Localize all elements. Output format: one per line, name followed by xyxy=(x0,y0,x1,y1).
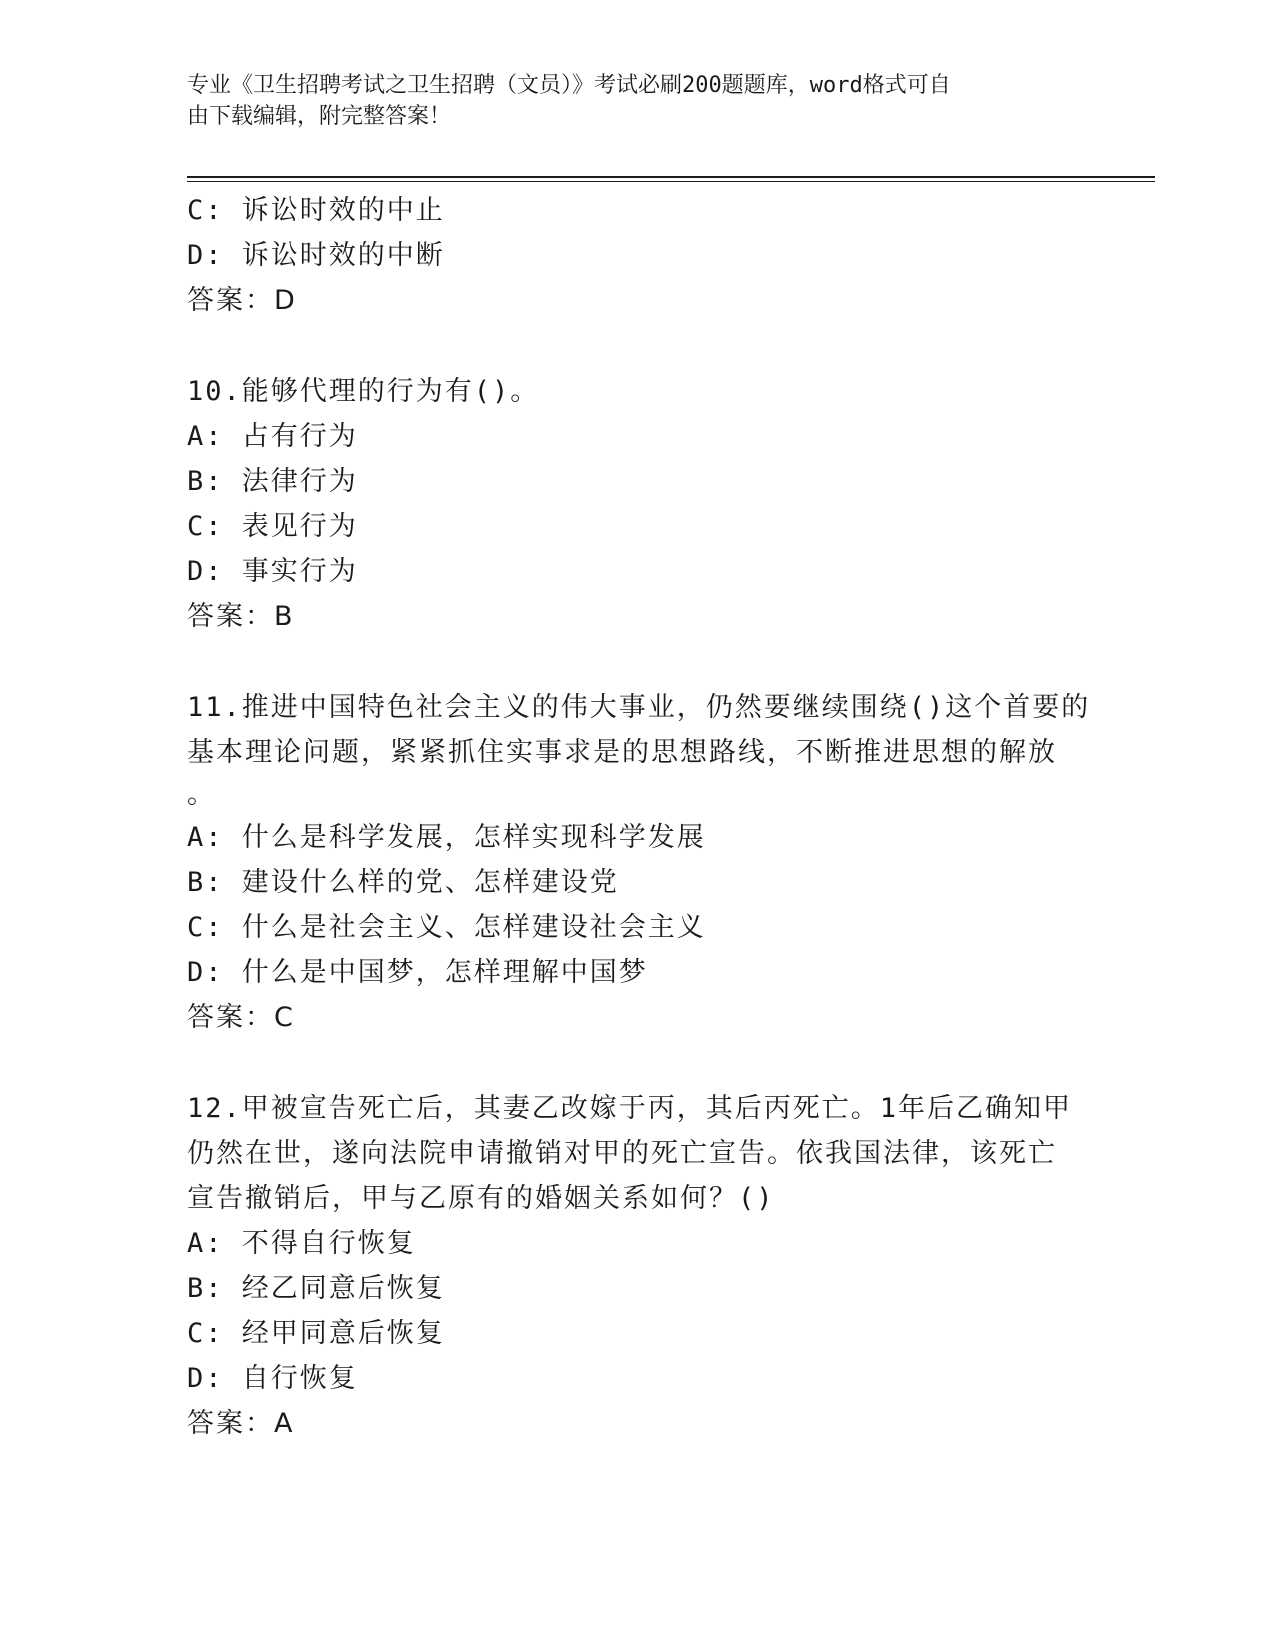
question-10 xyxy=(187,369,1067,639)
option-d: D: 什么是中国梦，怎样理解中国梦 xyxy=(187,957,648,988)
question-stem-line-3: 。 xyxy=(187,779,216,810)
question-stem-line-3: 宣告撤销后，甲与乙原有的婚姻关系如何？() xyxy=(187,1183,775,1214)
header-divider-thick xyxy=(187,176,1155,178)
question-list xyxy=(187,188,1091,1446)
question-stem-line-2: 基本理论问题，紧紧抓住实事求是的思想路线，不断推进思想的解放 xyxy=(187,737,1057,768)
question-stem-line-2: 仍然在世，遂向法院申请撤销对甲的死亡宣告。依我国法律，该死亡 xyxy=(187,1138,1057,1169)
option-d: D: 自行恢复 xyxy=(187,1363,358,1394)
option-b: B: 经乙同意后恢复 xyxy=(187,1273,445,1304)
option-d: D: 诉讼时效的中断 xyxy=(187,240,445,271)
question-stem-line-1: 11.推进中国特色社会主义的伟大事业，仍然要继续围绕()这个首要的 xyxy=(187,692,1091,723)
option-b: B: 法律行为 xyxy=(187,466,358,497)
question-stem-line-1: 12.甲被宣告死亡后，其妻乙改嫁于丙，其后丙死亡。1年后乙确知甲 xyxy=(187,1093,1073,1124)
question-9-tail xyxy=(187,188,1067,323)
option-c: C: 经甲同意后恢复 xyxy=(187,1318,445,1349)
option-c: C: 诉讼时效的中止 xyxy=(187,195,445,226)
header-divider-thin xyxy=(187,181,1155,182)
answer: 答案：A xyxy=(187,1408,295,1439)
option-a: A: 不得自行恢复 xyxy=(187,1228,416,1259)
answer: 答案：C xyxy=(187,1002,295,1033)
header-line-2: 由下载编辑，附完整答案！ xyxy=(187,104,452,129)
answer: 答案：B xyxy=(187,601,295,632)
header-line-1: 专业《卫生招聘考试之卫生招聘（文员）》考试必刷200题题库，word格式可自 xyxy=(187,73,951,98)
question-stem: 10.能够代理的行为有()。 xyxy=(187,376,540,407)
option-c: C: 什么是社会主义、怎样建设社会主义 xyxy=(187,912,706,943)
answer: 答案：D xyxy=(187,285,297,316)
option-b: B: 建设什么样的党、怎样建设党 xyxy=(187,867,619,898)
document-header xyxy=(187,70,1067,132)
option-d: D: 事实行为 xyxy=(187,556,358,587)
option-c: C: 表见行为 xyxy=(187,511,358,542)
option-a: A: 什么是科学发展，怎样实现科学发展 xyxy=(187,822,706,853)
question-12 xyxy=(187,1086,1073,1446)
option-a: A: 占有行为 xyxy=(187,421,358,452)
question-11 xyxy=(187,685,1091,1040)
